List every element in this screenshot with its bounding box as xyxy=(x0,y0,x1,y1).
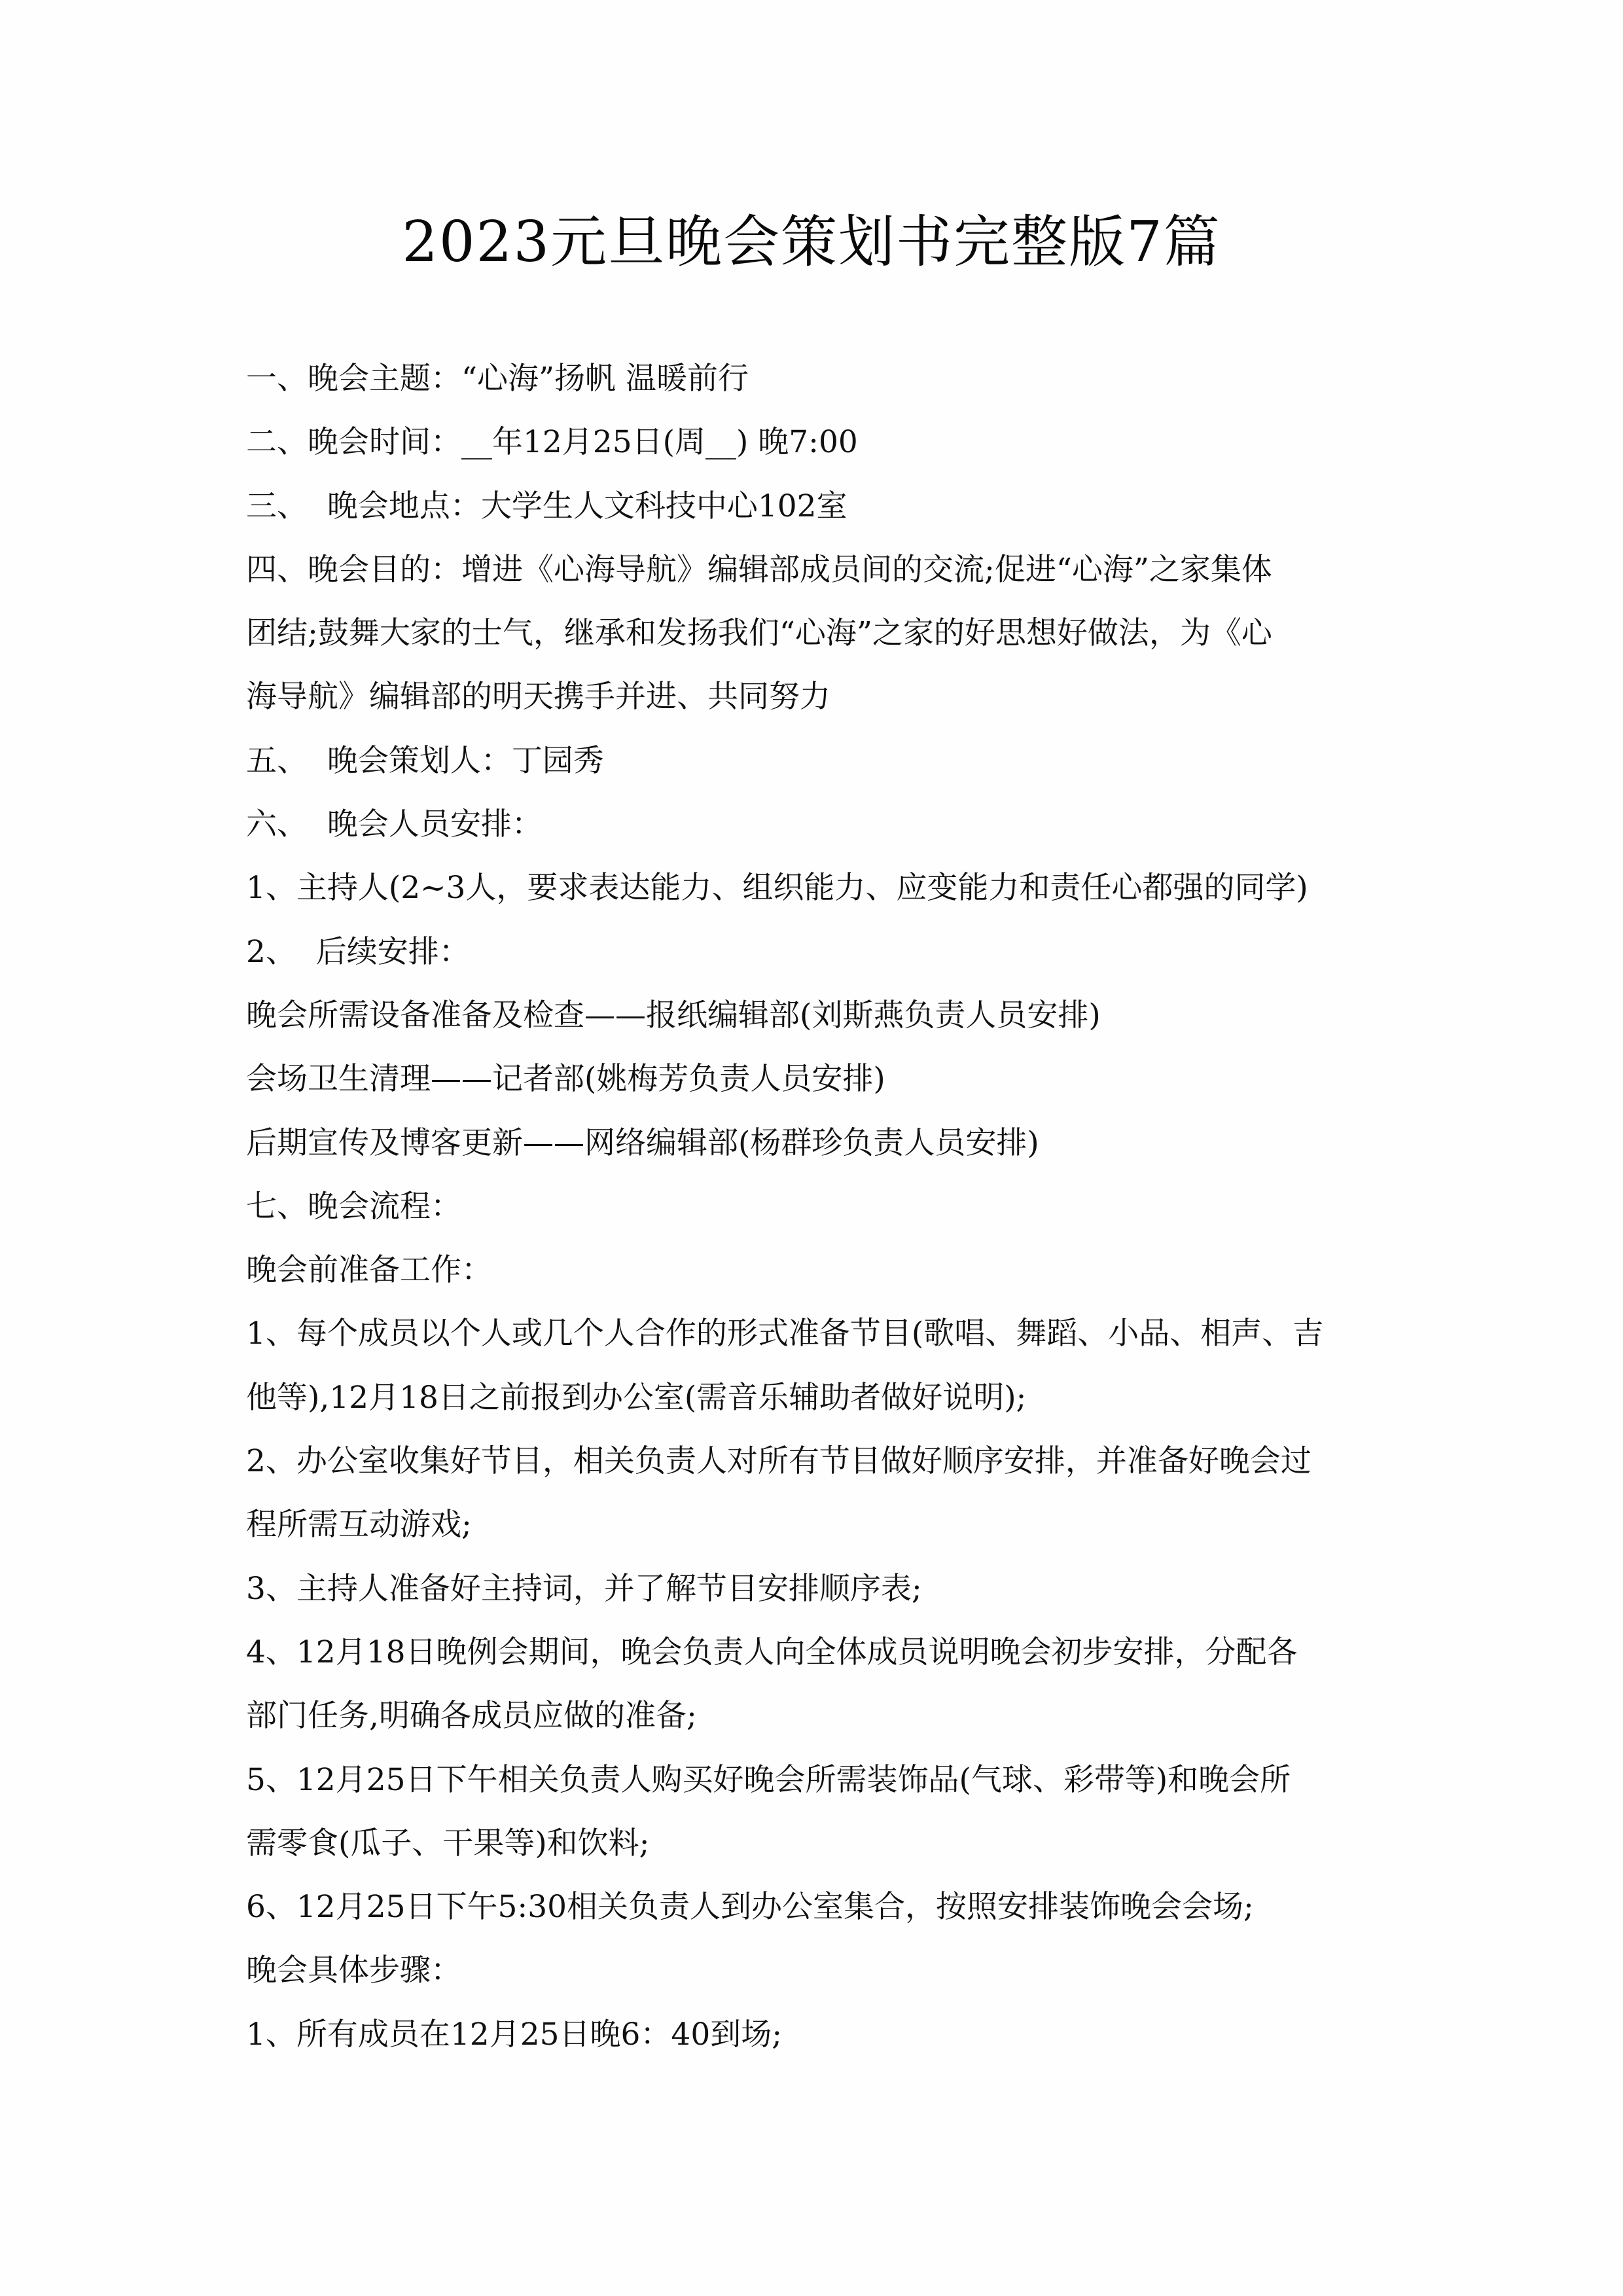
steps-heading: 晚会具体步骤： xyxy=(246,1952,461,1989)
prep-item-5-line-2: 需零食(瓜子、干果等)和饮料; xyxy=(246,1825,650,1861)
purpose-line-3: 海导航》编辑部的明天携手并进、共同努力 xyxy=(246,679,830,715)
staff-heading: 六、 晚会人员安排： xyxy=(246,806,543,843)
step-item-1: 1、所有成员在12月25日晚6：40到场; xyxy=(246,2016,783,2053)
process-heading: 七、晚会流程： xyxy=(246,1188,461,1225)
followup-heading: 2、 后续安排： xyxy=(246,933,470,970)
planner-line: 五、 晚会策划人：丁园秀 xyxy=(246,742,604,779)
equipment-item: 晚会所需设备准备及检查——报纸编辑部(刘斯燕负责人员安排) xyxy=(246,997,1101,1033)
prep-item-2-line-2: 程所需互动游戏; xyxy=(246,1507,472,1543)
purpose-line-2: 团结;鼓舞大家的士气，继承和发扬我们“心海”之家的好思想好做法，为《心 xyxy=(246,615,1272,652)
theme-line: 一、晚会主题：“心海”扬帆 温暖前行 xyxy=(246,361,749,397)
prep-heading: 晚会前准备工作： xyxy=(246,1252,492,1289)
prep-item-1-line-1: 1、每个成员以个人或几个人合作的形式准备节目(歌唱、舞蹈、小品、相声、吉 xyxy=(246,1316,1324,1352)
document-body xyxy=(246,347,1380,2066)
publicity-item: 后期宣传及博客更新——网络编辑部(杨群珍负责人员安排) xyxy=(246,1124,1039,1161)
prep-item-4-line-1: 4、12月18日晚例会期间，晚会负责人向全体成员说明晚会初步安排，分配各 xyxy=(246,1634,1298,1670)
purpose-line-1: 四、晚会目的：增进《心海导航》编辑部成员间的交流;促进“心海”之家集体 xyxy=(246,551,1272,588)
time-line: 二、晚会时间：__年12月25日(周__) 晚7:00 xyxy=(246,424,858,461)
prep-item-2-line-1: 2、办公室收集好节目，相关负责人对所有节目做好顺序安排，并准备好晚会过 xyxy=(246,1443,1311,1480)
prep-item-4-line-2: 部门任务,明确各成员应做的准备; xyxy=(246,1698,697,1734)
prep-item-5-line-1: 5、12月25日下午相关负责人购买好晚会所需装饰品(气球、彩带等)和晚会所 xyxy=(246,1761,1291,1798)
location-line: 三、 晚会地点：大学生人文科技中心102室 xyxy=(246,488,847,524)
cleaning-item: 会场卫生清理——记者部(姚梅芳负责人员安排) xyxy=(246,1061,885,1098)
prep-item-3: 3、主持人准备好主持词，并了解节目安排顺序表; xyxy=(246,1570,922,1607)
prep-item-1-line-2: 他等),12月18日之前报到办公室(需音乐辅助者做好说明); xyxy=(246,1379,1027,1416)
document-title: 2023元旦晚会策划书完整版7篇 xyxy=(402,209,1221,275)
prep-item-6: 6、12月25日下午5:30相关负责人到办公室集合，按照安排装饰晚会会场; xyxy=(246,1889,1254,1926)
host-item: 1、主持人(2~3人，要求表达能力、组织能力、应变能力和责任心都强的同学) xyxy=(246,870,1308,906)
